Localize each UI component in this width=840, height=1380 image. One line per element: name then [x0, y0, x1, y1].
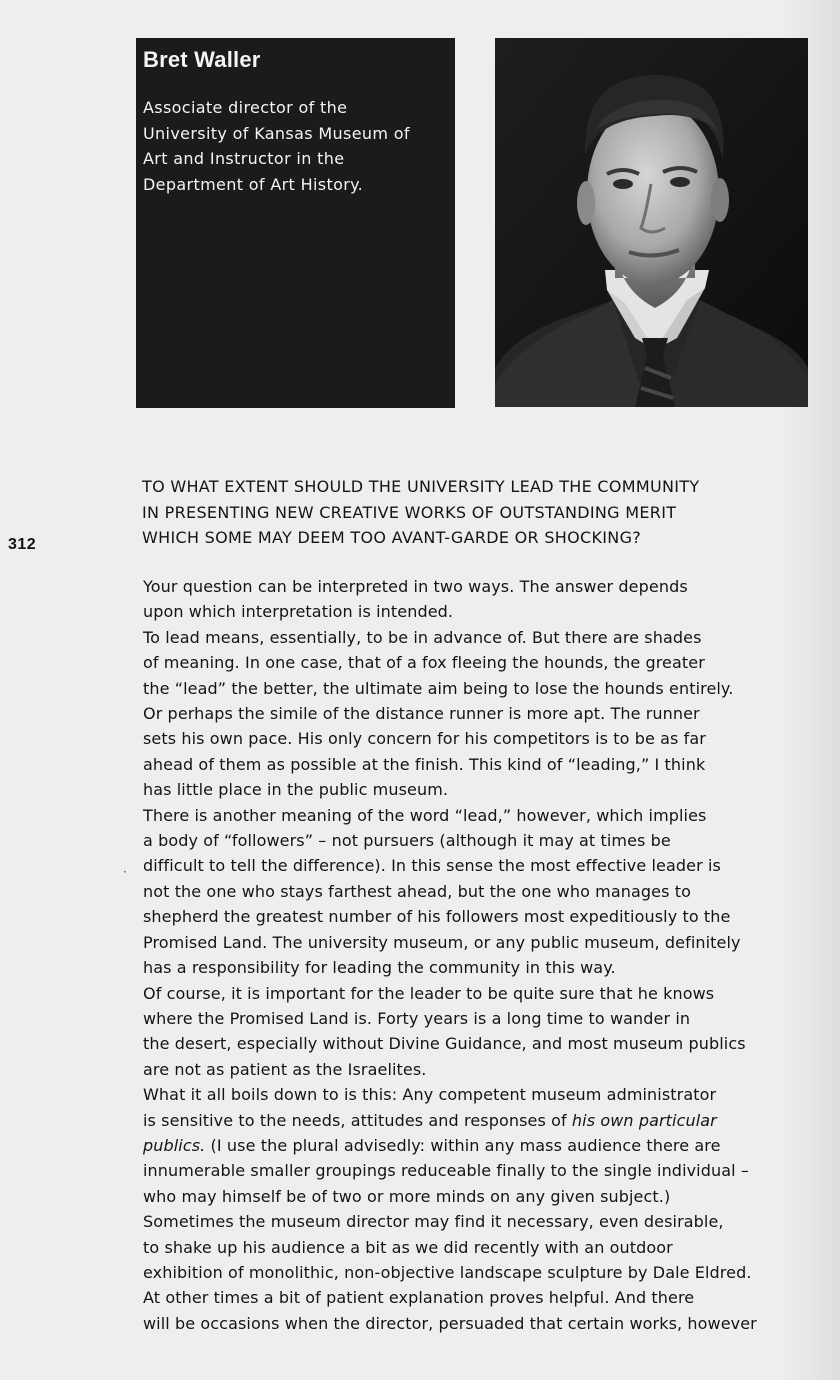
- answer-line: a body of “followers” – not pursuers (although it may at times be: [143, 831, 671, 851]
- question-line: WHICH SOME MAY DEEM TOO AVANT-GARDE OR SHOCKING?: [142, 528, 642, 547]
- answer-line: At other times a bit of patient explanation proves helpful. And there: [143, 1288, 695, 1308]
- answer-line: Your question can be interpreted in two ways. The answer depends: [143, 577, 688, 596]
- answer-line: where the Promised Land is. Forty years is a long time to wander in: [143, 1008, 691, 1028]
- answer-line: ahead of them as possible at the finish. This kind of “leading,” I think: [143, 754, 706, 774]
- author-description: [143, 95, 443, 197]
- answer-line: innumerable smaller groupings reduceable finally to the single individual –: [143, 1161, 749, 1181]
- answer-line: difficult to tell the difference). In this sense the most effective leader is: [143, 856, 721, 876]
- answer-line: of meaning. In one case, that of a fox fleeing the hounds, the greater: [143, 653, 705, 673]
- answer-italic-phrase: publics.: [143, 1135, 206, 1155]
- answer-line: Of course, it is important for the leader to be quite sure that he knows: [143, 983, 715, 1003]
- answer-line: upon which interpretation is intended.: [143, 602, 454, 622]
- answer-line: the desert, especially without Divine Guidance, and most museum publics: [143, 1034, 746, 1054]
- author-portrait-photo: [495, 38, 808, 407]
- author-description-line: Associate director of the: [143, 98, 348, 117]
- author-description-line: Department of Art History.: [143, 174, 364, 194]
- answer-line: sets his own pace. His only concern for his competitors is to be as far: [143, 729, 706, 749]
- answer-line: exhibition of monolithic, non-objective landscape sculpture by Dale Eldred.: [143, 1262, 752, 1282]
- answer-line: not the one who stays farthest ahead, but the one who manages to: [143, 881, 691, 901]
- author-bio-box: [136, 38, 455, 408]
- answer-line: the “lead” the better, the ultimate aim being to lose the hounds entirely.: [143, 678, 734, 698]
- question-line: IN PRESENTING NEW CREATIVE WORKS OF OUTSTANDING MERIT: [142, 502, 677, 522]
- author-description-line: Art and Instructor in the: [143, 149, 345, 168]
- answer-line-mixed: [143, 1133, 810, 1158]
- interview-question: [142, 474, 802, 551]
- answer-line-text: is sensitive to the needs, attitudes and responses of: [143, 1110, 572, 1130]
- answer-line: to shake up his audience a bit as we did recently with an outdoor: [143, 1237, 673, 1257]
- answer-line-text: (I use the plural advisedly: within any mass audience there are: [205, 1135, 721, 1155]
- answer-line: shepherd the greatest number of his followers most expeditiously to the: [143, 907, 731, 927]
- author-name: Bret Waller: [143, 47, 261, 72]
- answer-line: has a responsibility for leading the community in this way.: [143, 958, 616, 978]
- answer-line: will be occasions when the director, persuaded that certain works, however: [143, 1313, 757, 1333]
- answer-italic-phrase: his own particular: [571, 1110, 717, 1130]
- answer-line: Promised Land. The university museum, or any public museum, definitely: [143, 932, 741, 952]
- answer-line-mixed: [143, 1108, 810, 1133]
- answer-line: What it all boils down to is this: Any competent museum administrator: [143, 1085, 717, 1105]
- answer-line: Or perhaps the simile of the distance runner is more apt. The runner: [143, 704, 700, 724]
- answer-line: There is another meaning of the word “lead,” however, which implies: [143, 805, 707, 825]
- answer-body: [143, 574, 810, 1336]
- page-number: 312: [8, 536, 37, 553]
- author-description-line: University of Kansas Museum of: [143, 123, 410, 143]
- answer-line: who may himself be of two or more minds on any given subject.): [143, 1186, 671, 1206]
- answer-line: has little place in the public museum.: [143, 780, 449, 800]
- margin-mark: ·: [123, 865, 127, 879]
- answer-line: are not as patient as the Israelites.: [143, 1059, 427, 1079]
- question-line: TO WHAT EXTENT SHOULD THE UNIVERSITY LEAD THE COMMUNITY: [142, 477, 700, 496]
- answer-line: To lead means, essentially, to be in advance of. But there are shades: [143, 627, 702, 647]
- answer-line: Sometimes the museum director may find it necessary, even desirable,: [143, 1212, 724, 1232]
